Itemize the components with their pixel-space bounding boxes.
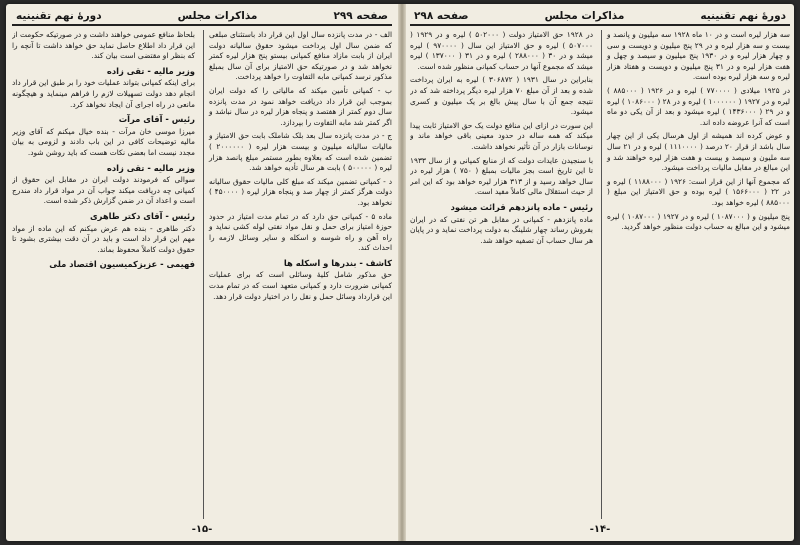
paragraph: سوالی که فرمودند دولت ایران در مقابل این حقوق از کمپانی چه دریافت میکند جواب آن در مواد قرار داد مندرج است و اعداد آن در ضمن گزارش ذکر شده است. <box>12 175 195 206</box>
paragraph: برای اینکه کمپانی بتواند عملیات خود را بر طبق این قرار داد انجام دهد دولت تسهیلات لازم را فراهم مینماید و هیچگونه مانعی در راه اجرای آن ایجاد نخواهد کرد. <box>12 78 195 109</box>
book-spread <box>6 4 794 541</box>
page-299 <box>12 10 392 535</box>
page-number: -۱۵- <box>191 524 213 535</box>
paragraph: در ۱۹۲۵ میلادی ( ۷۷۰۰۰۰ ) لیره و در ۱۹۲۶ ( ۸۸۵۰۰۰ ) لیره و در ۱۹۲۷ ( ۱۰۰۰۰۰۰ ) لیره و در ۲۸ ( ۱۰۸۶۰۰۰ ) لیره و در ۲۹ ( ۱۴۳۶۰۰۰ ) لیره میشود و بعد از آن یکی دو ماه است که آنرا عروضه داده اند. <box>607 85 790 127</box>
page-number: -۱۴- <box>589 524 611 535</box>
paragraph: ماده ۵ - کمپانی حق دارد که در تمام مدت امتیاز در حدود حوزهٔ امتیاز برای حمل و نقل مواد نفتی لوله کشی نماید و راه آهن و راه شوسه و اسکله و سایر وسائل لازمه را احداث کند. <box>209 211 392 253</box>
speaker-heading: کاشف - بندرها و اسکله ها <box>283 257 392 268</box>
paragraph: سه هزار لیره است و در ۱۰ ماه ۱۹۲۸ سه میلیون و پانصد و بیست و سه هزار لیره و در ۲۹ پنج میلیون و دویست و سی و چهار هزار لیره و در ۱۹۳۰ پنج میلیون و سیصد و چهل و هفت هزار لیره و در ۳۱ پنج میلیون و دویست و هفتاد هزار لیره و سه هزار لیره بوده است. <box>607 30 790 82</box>
paragraph: که مجموع آنها از این قرار است: ۱۹۲۶ ( ۱۱۸۸۰۰۰ ) لیره و در ۲۲ ( ۱۵۶۶۰۰۰ ) لیره بوده و حق الامتیاز این مبلغ ( ۸۸۵۰۰۰ ) لیره خواهد بود. <box>607 176 790 207</box>
paragraph: بنابراین در سال ۱۹۳۱ ( ۳۰۶۸۷۲ ) لیره به ایران پرداخت شده و بعد از آن مبلغ ۷۰ هزار لیره دیگر پرداخته شد که در نتیجه جمع آن با سال پیش بالغ بر یک میلیون و کسری میشود. <box>410 75 593 117</box>
column-right <box>203 30 392 519</box>
speaker-heading: رئیس - آقای دکتر طاهری <box>89 210 195 221</box>
paragraph: الف - در مدت پانزده سال اول این قرار داد باستثنای مبلغی که ضمن سال اول پرداخت میشود حقوق سالیانه دولت ایران از بابت مازاد منافع کمپانی بیستو پنج هزار لیره کمتر نخواهد شد و در صورتیکه حق الامتیاز برای آن سال بمبلغ مذکور نرسد کمپانی مابه التفاوت را خواهد پرداخت. <box>209 30 392 82</box>
paragraph: این سورت در ازای این منافع دولت یک حق الامتیاز ثابت پیدا میکند که همه ساله در حدود معینی باقی خواهد ماند و نوسانات بازار در آن تأثیر نخواهد داشت. <box>410 120 593 151</box>
speaker-heading: فهیمی - عزیزکمیسیون اقتصاد ملی <box>49 259 195 270</box>
page-header <box>410 10 790 26</box>
paragraph: ب - کمپانی تأمین میکند که مالیاتی را که دولت ایران بموجب این قرار داد دریافت خواهد نمود در مدت پانزده سال دوم کمتر از هفتصد و پنجاه هزار لیره در سال نباشد و اگر کمتر شد مابه التفاوت را بپردازد. <box>209 85 392 127</box>
text-columns <box>12 30 392 519</box>
header-page-label: صفحه ۲۹۸ <box>414 10 469 22</box>
book-gutter <box>398 4 406 541</box>
paragraph: بلحاظ منافع عمومی خواهند داشت و در صورتیکه حکومت از این قرار داد اطلاع حاصل نماید حق خواهد داشت تا آنچه را که بنظر او مقتضی است بیان کند. <box>12 30 195 61</box>
paragraph: و عوض کرده اند همیشه از اول هرسال یکی از این چهار سال باشد از قرار ۲۰ درصد ( ۱۱۱۰۰۰۰ ) لیره و در ۲۱ سال سه ملیون و سیصد و بیست و هفت هزار لیره خواهند شد و این مبالغ در مقابل مالیات پرداخت میشود. <box>607 131 790 173</box>
paragraph: با سنجیدن عایدات دولت که از منابع کمپانی و از سال ۱۹۳۳ تا این تاریخ است بجز مالیات بمبلغ ( ۷۵۰ ) هزار لیره در سال خواهد رسید و از ۳۱۳ هزار لیره خواهد بود که این امر از حیث استقلال مالی کاملاً مفید است. <box>410 155 593 197</box>
paragraph: د - کمپانی تضمین میکند که مبلغ کلی مالیات حقوق سالیانه دولت هرگز کمتر از چهار صد و پنجاه هزار لیره ( ۴۵۰۰۰۰ ) نخواهد بود. <box>209 176 392 207</box>
paragraph: دکتر طاهری - بنده هم عرض میکنم که این ماده از مواد مهم این قرار داد است و باید در آن دقت بیشتری بشود تا حقوق دولت کاملاً محفوظ بماند. <box>12 223 195 254</box>
paragraph: ماده پانزدهم - کمپانی در مقابل هر تن نفتی که در ایران بفروش رساند چهار شلینگ به دولت پرداخت نماید و در پایان هر سال حساب آن تصفیه خواهد شد. <box>410 214 593 245</box>
column-left <box>410 30 593 519</box>
speaker-heading: رئیس - ماده پانزدهم قرائت میشود <box>450 201 593 212</box>
speaker-heading: وزیر مالیه - تقی زاده <box>106 162 195 173</box>
speaker-heading: وزیر مالیه - تقی زاده <box>106 65 195 76</box>
page-298 <box>410 10 790 535</box>
speaker-heading: رئیس - آقای مرآت <box>118 114 195 125</box>
header-journal-title: مذاکرات مجلس <box>177 10 258 22</box>
header-journal-title: مذاکرات مجلس <box>544 10 625 22</box>
header-page-label: صفحه ۲۹۹ <box>333 10 388 22</box>
header-volume: دورهٔ نهم تقنینیه <box>16 10 102 22</box>
column-left <box>12 30 195 519</box>
page-header <box>12 10 392 26</box>
paragraph: پنج میلیون و ( ۱۰۸۷۰۰۰ ) لیره و در ۱۹۲۷ ( ۱۰۸۷۰۰۰ ) لیره میشود و این مبالغ به حساب دولت منظور خواهد گردید. <box>607 211 790 232</box>
header-volume: دورهٔ نهم تقنینیه <box>700 10 786 22</box>
text-columns <box>410 30 790 519</box>
column-right <box>601 30 790 519</box>
paragraph: در ۱۹۲۸ حق الامتیاز دولت ( ۵۰۲۰۰۰ ) لیره و در ۱۹۲۹ ( ۵۰۷۰۰۰ ) لیره و حق الامتیاز این سال ( ۹۷۰۰۰۰ ) لیره میشد و در ۳۰ ( ۲۸۸۰۰۰ ) لیره و در ۳۱ ( ۱۳۷۰۰۰ ) لیره میشد که مجموع آنها در حساب کمپانی منظور شده است. <box>410 30 593 71</box>
paragraph: حق مذکور شامل کلیهٔ وسائلی است که برای عملیات کمپانی ضرورت دارد و کمپانی متعهد است که در تمام مدت این قرارداد وسائل حمل و نقل را در اختیار دولت قرار دهد. <box>209 270 392 301</box>
paragraph: ج - در مدت پانزده سال بعد بلک شاملک بابت حق الامتیاز و مالیات سالیانه میلیون و بیست هزار لیره ( ۲۰۰۰۰۰۰ ) تضمین شده است که بعلاوه بطور مستمر مبلغ پانصد هزار لیره ( ۵۰۰۰۰۰ ) بابت هر سال تأدیه خواهد شد. <box>209 131 392 173</box>
paragraph: میرزا موسی خان مرآت - بنده خیال میکنم که آقای وزیر مالیه توضیحات کافی در این باب دادند و لزومی به بیان مجدد نیست اما بعضی نکات هست که باید روشن شود. <box>12 126 195 157</box>
